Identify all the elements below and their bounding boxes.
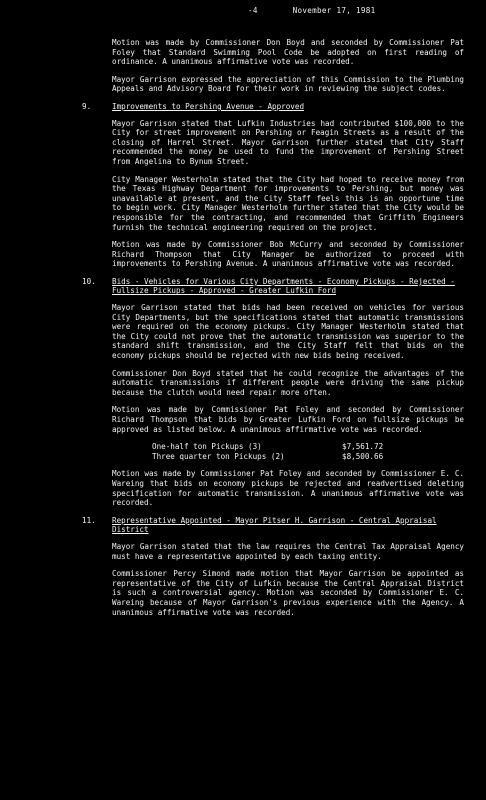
agenda-item-10 [82,276,464,296]
table-row [152,452,452,462]
item-title: Improvements to Pershing Avenue - Approved [112,101,305,111]
bid-table [152,442,452,461]
paragraph: Mayor Garrison stated that Lufkin Industries had contributed $100,000 to the City for street improvement on Pershing or Feagin Streets as a result of the closing of Harrel Street. Mayor Garrison further stated that City Staff recommended the money be used to fund the improvement of Pershing Street from Angelina to Bynum Street. [112,118,464,166]
paragraph: Mayor Garrison expressed the appreciation of this Commission to the Plumbing Appeals and Advisory Board for their work in reviewing the subject codes. [112,74,464,94]
paragraph: Motion was made by Commissioner Pat Foley and seconded by Commissioner E. C. Wareing that bids on economy pickups be rejected and readvertised deleting specification for automatic transmission. A unanimous affirmative vote was recorded. [112,469,464,508]
paragraph: Mayor Garrison stated that the law requires the Central Tax Appraisal Agency must have a representative appointed by each taxing entity. [112,541,464,561]
item-number: 9. [82,101,92,111]
paragraph: Commissioner Don Boyd stated that he could recognize the advantages of the automatic transmissions if different people were driving the same pickup because the clutch would need repair more often. [112,368,464,397]
paragraph: Commissioner Percy Simond made motion that Mayor Garrison be appointed as representative of the City of Lufkin because the Central Appraisal District is such a controversial agency. Motion was seconded by Commissioner E. C. Wareing because of Mayor Garrison's previous experience with the Agency. A unanimous affirmative vote was recorded. [112,569,464,617]
paragraph: Mayor Garrison stated that bids had been received on vehicles for various City Departments, but the specifications stated that automatic transmissions were required on the economy pickups. City Manager Westerholm stated that the City could not prove that the automatic transmission was superior to the standard shift transmission, and the City Staff felt that bids on the economy pickups should be rejected with new bids being received. [112,303,464,361]
bid-amount: $8,500.66 [342,451,384,461]
item-number: 11. [82,515,96,525]
table-row [152,442,452,452]
bid-amount: $7,561.72 [342,442,384,452]
item-number: 10. [82,276,96,286]
page-header [248,6,375,16]
paragraph: Motion was made by Commissioner Pat Foley and seconded by Commissioner Richard Thompson that bids by Greater Lufkin Ford on fullsize pickups be approved as listed below. A unanimous affirmative vote was recorded. [112,405,464,434]
agenda-item-11 [82,515,464,535]
item-title: Bids - Vehicles for Various City Departments - Economy Pickups - Rejected - Fullsize Pickups - Approved - Greater Lufkin Ford [112,276,455,296]
paragraph: Motion was made by Commissioner Don Boyd and seconded by Commissioner Pat Foley that Standard Swimming Pool Code be adopted on first reading of ordinance. A unanimous affirmative vote was recorded. [112,38,464,67]
minutes-body [0,38,486,625]
agenda-item-9 [82,101,464,112]
paragraph: Motion was made by Commissioner Bob McCurry and seconded by Commissioner Richard Thompson that City Manager be authorized to proceed with improvements to Pershing Avenue. A unanimous affirmative vote was recorded. [112,240,464,269]
item-title: Representative Appointed - Mayor Pitser H. Garrison - Central Appraisal District [112,515,437,535]
paragraph: City Manager Westerholm stated that the City had hoped to receive money from the Texas Highway Department for improvements to Pershing, but money was unavailable at present, and the City Staff feels this is an opportune time to begin work. City Manager Westerholm further stated that the City would be responsible for the contracting, and recommended that Griffith Engineers furnish the technical engineering required on the project. [112,174,464,232]
meeting-date: November 17, 1981 [292,6,376,15]
bid-description: One-half ton Pickups (3) [152,442,262,452]
bid-description: Three quarter ton Pickups (2) [152,451,285,461]
page-number: -4 [248,6,258,15]
